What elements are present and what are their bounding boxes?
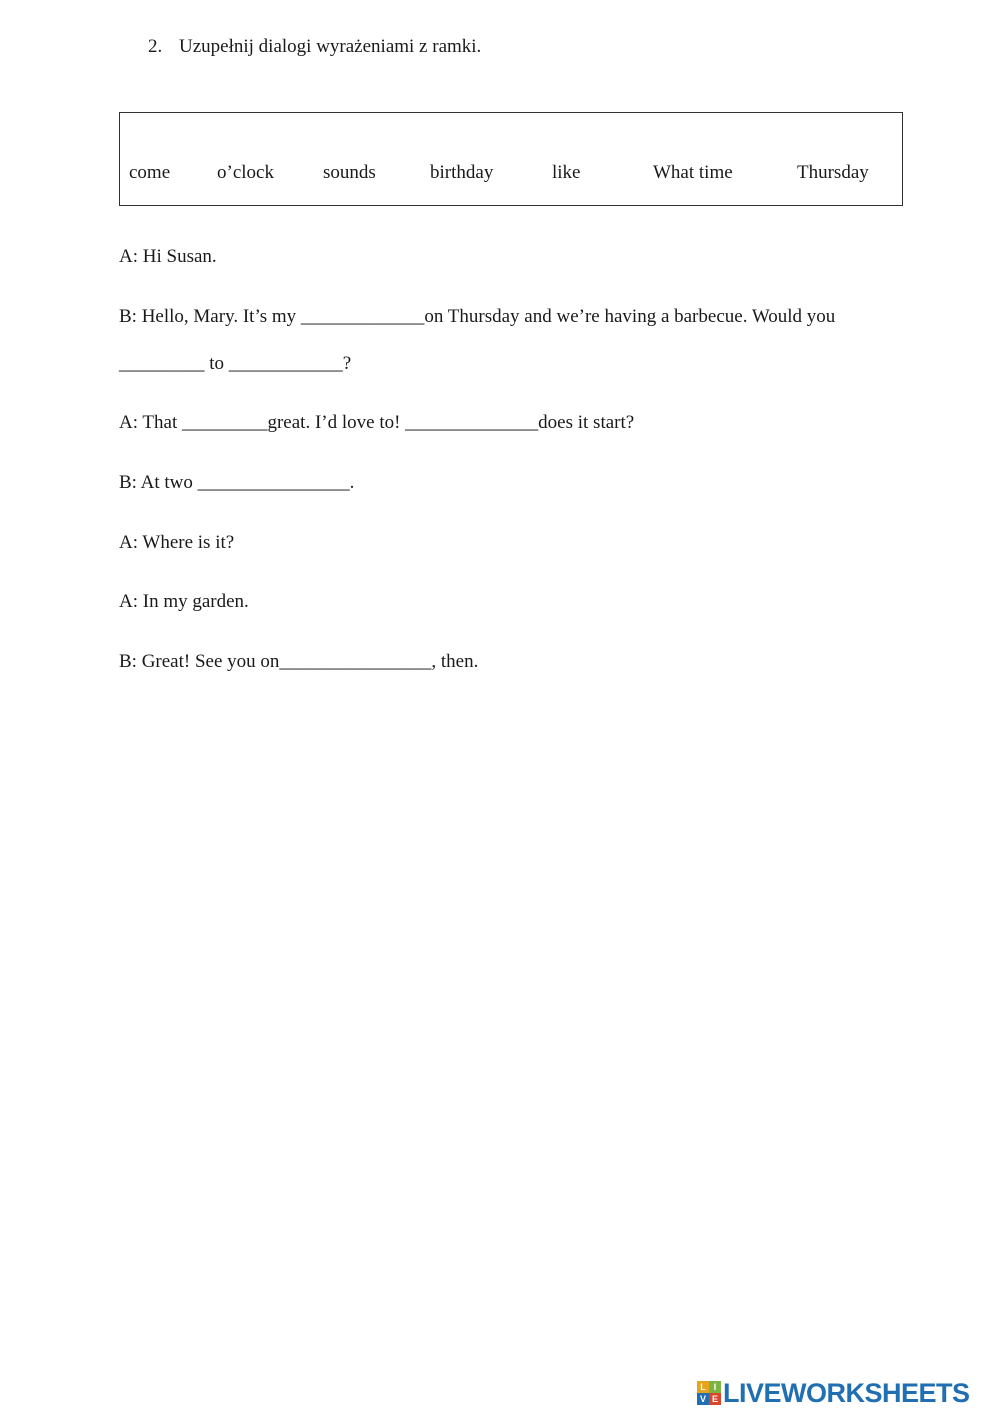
word-bank-item: birthday [430,162,494,183]
word-bank-item: What time [653,162,733,183]
dialogue-line: B: Hello, Mary. It’s my _____________on Thursday and we’re having a barbecue. Would you [119,306,836,327]
word-bank-item: come [129,162,171,183]
instruction [148,36,481,58]
word-bank-box [119,112,903,206]
word-bank-item: like [552,162,581,183]
logo-mark-icon [697,1381,721,1405]
logo-tile: L [697,1381,709,1393]
dialogue-line: A: Hi Susan. [119,246,217,267]
dialogue-line: B: Great! See you on________________, then. [119,651,479,672]
dialogue-line: _________ to ____________? [119,353,352,374]
logo-text: LIVEWORKSHEETS [723,1378,970,1408]
word-bank-item: sounds [323,162,376,183]
logo-tile: I [709,1381,721,1393]
instruction-text: Uzupełnij dialogi wyrażeniami z ramki. [179,36,482,57]
logo-tile: V [697,1393,709,1405]
word-bank-item: Thursday [797,162,869,183]
instruction-number: 2. [148,36,163,57]
logo-tile: E [709,1393,721,1405]
dialogue-line: B: At two ________________. [119,472,355,493]
dialogue-line: A: In my garden. [119,591,249,612]
liveworksheets-logo [697,1378,970,1408]
dialogue-line: A: Where is it? [119,532,235,553]
word-bank-item: o’clock [217,162,274,183]
dialogue-line: A: That _________great. I’d love to! ______________does it start? [119,412,635,433]
